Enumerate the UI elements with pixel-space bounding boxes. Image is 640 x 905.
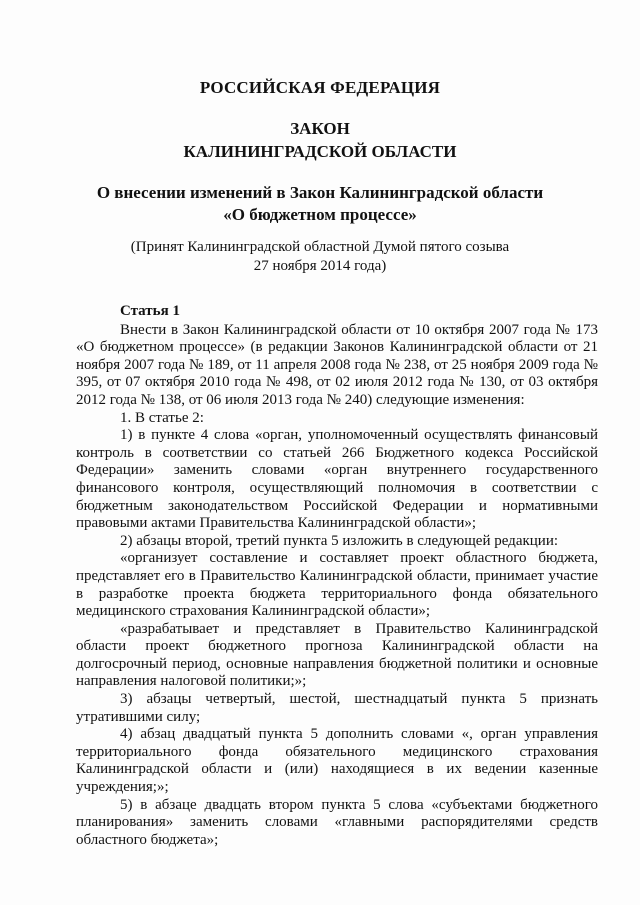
law-heading-line-2: КАЛИНИНГРАДСКОЙ ОБЛАСТИ: [183, 142, 457, 161]
paragraph-subitem-4: 4) абзац двадцатый пункта 5 дополнить словами «, орган управления территориального фонда обязательного медицинского страхования Калининградской области и (или) находящиеся в их ведении казенные учреждения;»;: [76, 726, 598, 796]
paragraph-item-1: 1. В статье 2:: [120, 409, 204, 426]
paragraph-quote-2: «разрабатывает и представляет в Правительство Калининградской области проект бюджетного прогноза Калининградской области на долгосрочный период, основные направления бюджетной политики и основные направления налоговой политики;»;: [76, 620, 598, 690]
paragraph-quote-1: «организует составление и составляет проект областного бюджета, представляет его в Правительство Калининградской области, принимает участие в разработке проекта бюджета территориального фонда обязательного медицинского страхования Калининградской области»;: [76, 550, 598, 620]
document-body: [76, 303, 598, 849]
paragraph-subitem-3: 3) абзацы четвертый, шестой, шестнадцатый пункта 5 признать утратившими силу;: [76, 691, 598, 725]
law-heading: [0, 117, 640, 163]
paragraph-subitem-5: 5) в абзаце двадцать втором пункта 5 слова «субъектами бюджетного планирования» заменить словами «главными распорядителями средств областного бюджета»;: [76, 796, 598, 848]
law-title-line-2: «О бюджетном процессе»: [223, 205, 417, 224]
article-heading: Статья 1: [120, 303, 180, 319]
paragraph-intro: Внести в Закон Калининградской области от 10 октября 2007 года № 173 «О бюджетном процессе» (в редакции Законов Калининградской области от 21 ноября 2007 года № 189, от 11 апреля 2008 года № 238, от 25 ноября 2009 года № 395, от 07 октября 2010 года № 498, от 02 июля 2012 года № 130, от 03 октября 2012 года № 138, от 06 июля 2013 года № 240) следующие изменения:: [76, 321, 598, 408]
paragraph-subitem-2: 2) абзацы второй, третий пункта 5 изложить в следующей редакции:: [120, 532, 559, 549]
law-title: [0, 182, 640, 226]
country-heading: РОССИЙСКАЯ ФЕДЕРАЦИЯ: [199, 78, 441, 97]
paragraph-subitem-1: 1) в пункте 4 слова «орган, уполномоченный осуществлять финансовый контроль в соответствии со статьей 266 Бюджетного кодекса Российской Федерации» заменить словами «орган внутреннего государственного финансового контроля, осуществляющий полномочия в соответствии с бюджетным законодательством Российской Федерации и нормативными правовыми актами Правительства Калининградской области»;: [76, 427, 598, 532]
law-title-line-1: О внесении изменений в Закон Калининградской области: [96, 183, 544, 202]
adoption-note: [0, 238, 640, 276]
adoption-note-line-1: (Принят Калининградской областной Думой пятого созыва: [130, 239, 510, 255]
adoption-note-line-2: 27 ноября 2014 года): [253, 258, 387, 274]
law-heading-line-1: ЗАКОН: [290, 119, 350, 138]
